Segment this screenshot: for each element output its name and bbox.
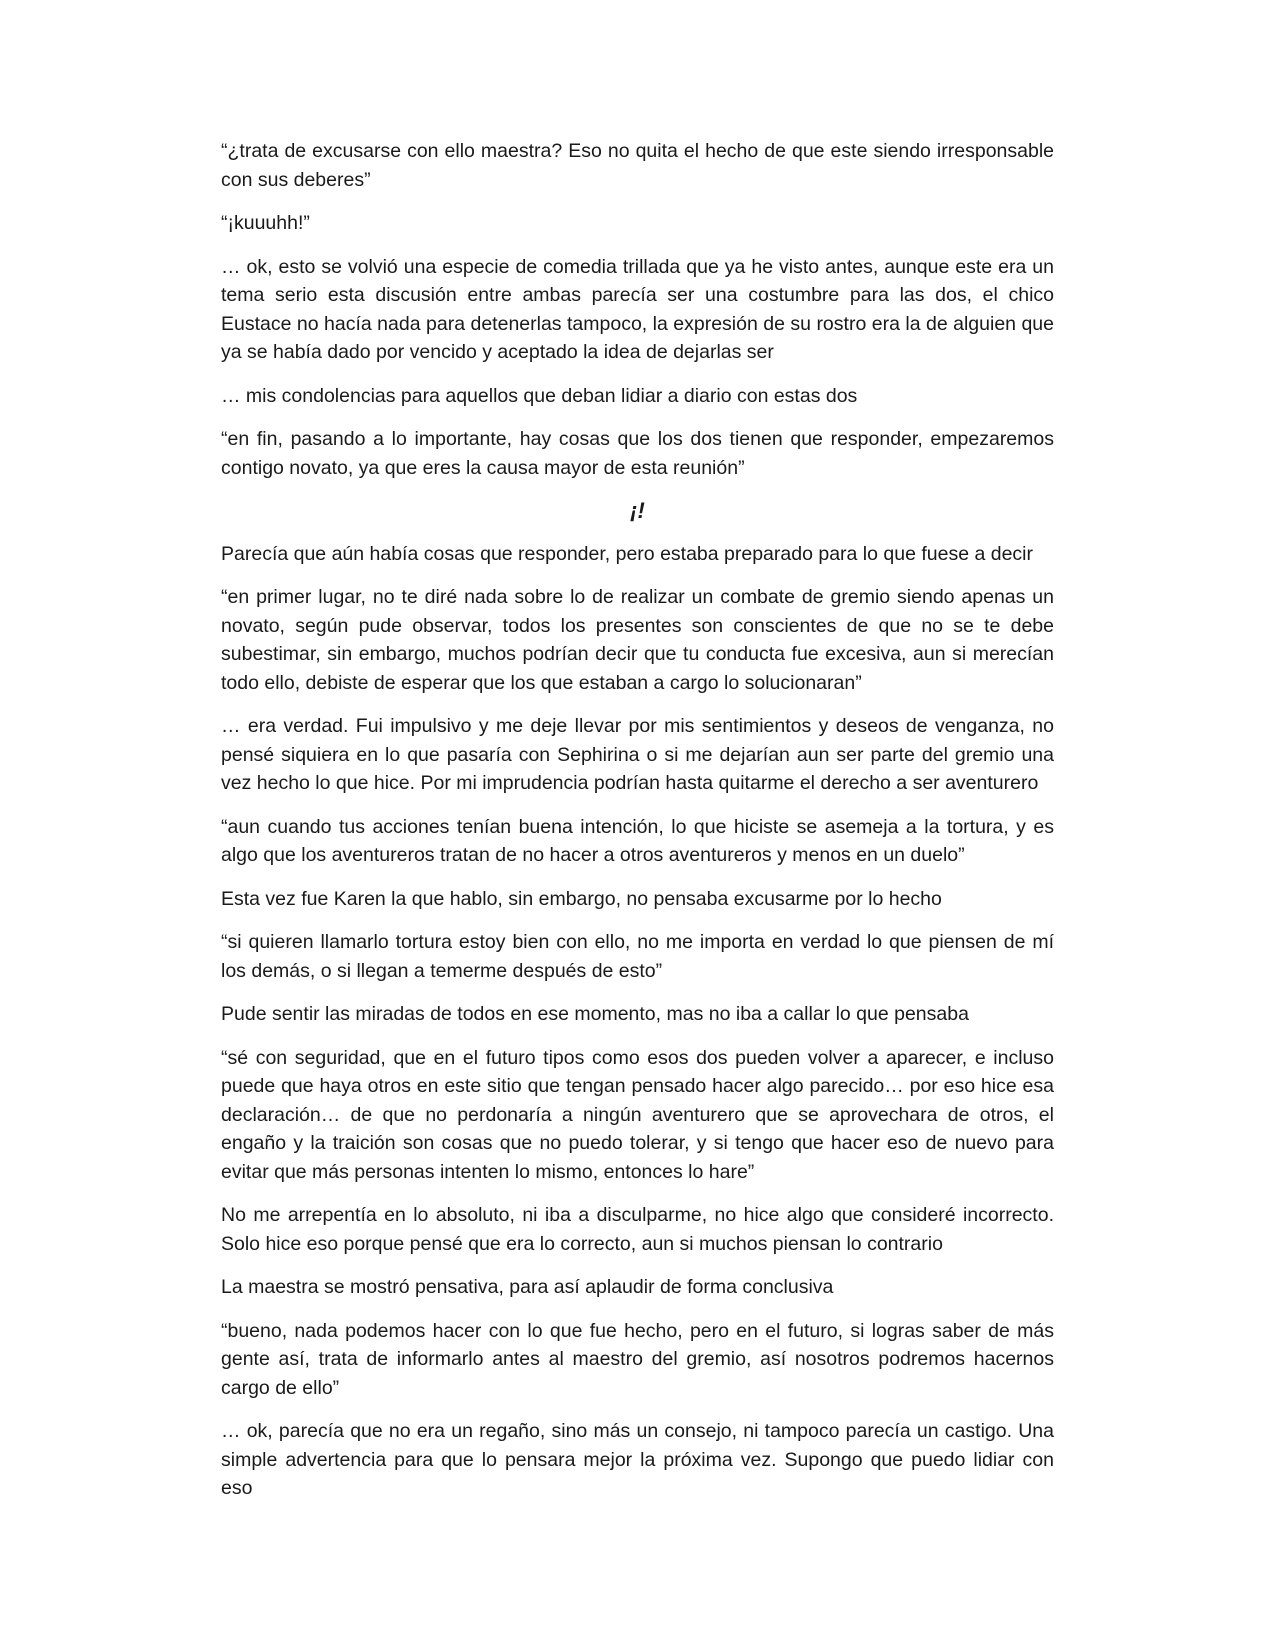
paragraph: Esta vez fue Karen la que hablo, sin embargo, no pensaba excusarme por lo hecho	[221, 887, 942, 910]
paragraph: “en primer lugar, no te diré nada sobre lo de realizar un combate de gremio siendo apenas un novato, según pude observar, todos los presentes son conscientes de que no se te debe subestimar, sin embargo, muchos podrían decir que tu conducta fue excesiva, aun si merecían todo ello, debiste de esperar que los que estaban a cargo lo solucionaran”	[221, 586, 1054, 694]
paragraph: “sé con seguridad, que en el futuro tipos como esos dos pueden volver a aparecer, e incluso puede que haya otros en este sitio que tengan pensado hacer algo parecido… por eso hice esa declaración… de que no perdonaría a ningún aventurero que se aprovechara de otros, el engaño y la traición son cosas que no puedo tolerar, y si tengo que hacer eso de nuevo para evitar que más personas intenten lo mismo, entonces lo hare”	[221, 1046, 1054, 1183]
exclamation-line: ¡!	[630, 498, 645, 523]
paragraph: No me arrepentía en lo absoluto, ni iba a disculparme, no hice algo que consideré incorrecto. Solo hice eso porque pensé que era lo correcto, aun si muchos piensan lo contrario	[221, 1204, 1054, 1255]
paragraph: Pude sentir las miradas de todos en ese momento, mas no iba a callar lo que pensaba	[221, 1003, 969, 1025]
paragraph: … mis condolencias para aquellos que deban lidiar a diario con estas dos	[221, 384, 858, 407]
paragraph: … ok, parecía que no era un regaño, sino más un consejo, ni tampoco parecía un castigo. Una simple advertencia para que lo pensara mejor la próxima vez. Supongo que puedo lidiar con eso	[221, 1420, 1054, 1499]
paragraph: … ok, esto se volvió una especie de comedia trillada que ya he visto antes, aunque este era un tema serio esta discusión entre ambas parecía ser una costumbre para las dos, el chico Eustace no hacía nada para detenerlas tampoco, la expresión de su rostro era la de alguien que ya se había dado por vencido y aceptado la idea de dejarlas ser	[221, 255, 1054, 363]
paragraph: “bueno, nada podemos hacer con lo que fue hecho, pero en el futuro, si logras saber de más gente así, trata de informarlo antes al maestro del gremio, así nosotros podremos hacernos cargo de ello”	[221, 1319, 1054, 1399]
paragraph: “si quieren llamarlo tortura estoy bien con ello, no me importa en verdad lo que piensen de mí los demás, o si llegan a temerme después de esto”	[221, 931, 1054, 982]
paragraph: “¡kuuuhh!”	[221, 212, 310, 234]
paragraph: La maestra se mostró pensativa, para así aplaudir de forma conclusiva	[221, 1276, 834, 1298]
paragraph: “en fin, pasando a lo importante, hay cosas que los dos tienen que responder, empezaremos contigo novato, ya que eres la causa mayor de esta reunión”	[221, 428, 1054, 479]
paragraph: … era verdad. Fui impulsivo y me deje llevar por mis sentimientos y deseos de venganza, no pensé siquiera en lo que pasaría con Sephirina o si me dejarían aun ser parte del gremio una vez hecho lo que hice. Por mi imprudencia podrían hasta quitarme el derecho a ser aventurero	[221, 715, 1054, 794]
paragraph: “¿trata de excusarse con ello maestra? Eso no quita el hecho de que este siendo irresponsable con sus deberes”	[221, 140, 1054, 191]
document-body	[221, 137, 1054, 1518]
paragraph: “aun cuando tus acciones tenían buena intención, lo que hiciste se asemeja a la tortura, y es algo que los aventureros tratan de no hacer a otros aventureros y menos en un duelo”	[221, 815, 1054, 866]
paragraph: Parecía que aún había cosas que responder, pero estaba preparado para lo que fuese a decir	[221, 542, 1033, 565]
